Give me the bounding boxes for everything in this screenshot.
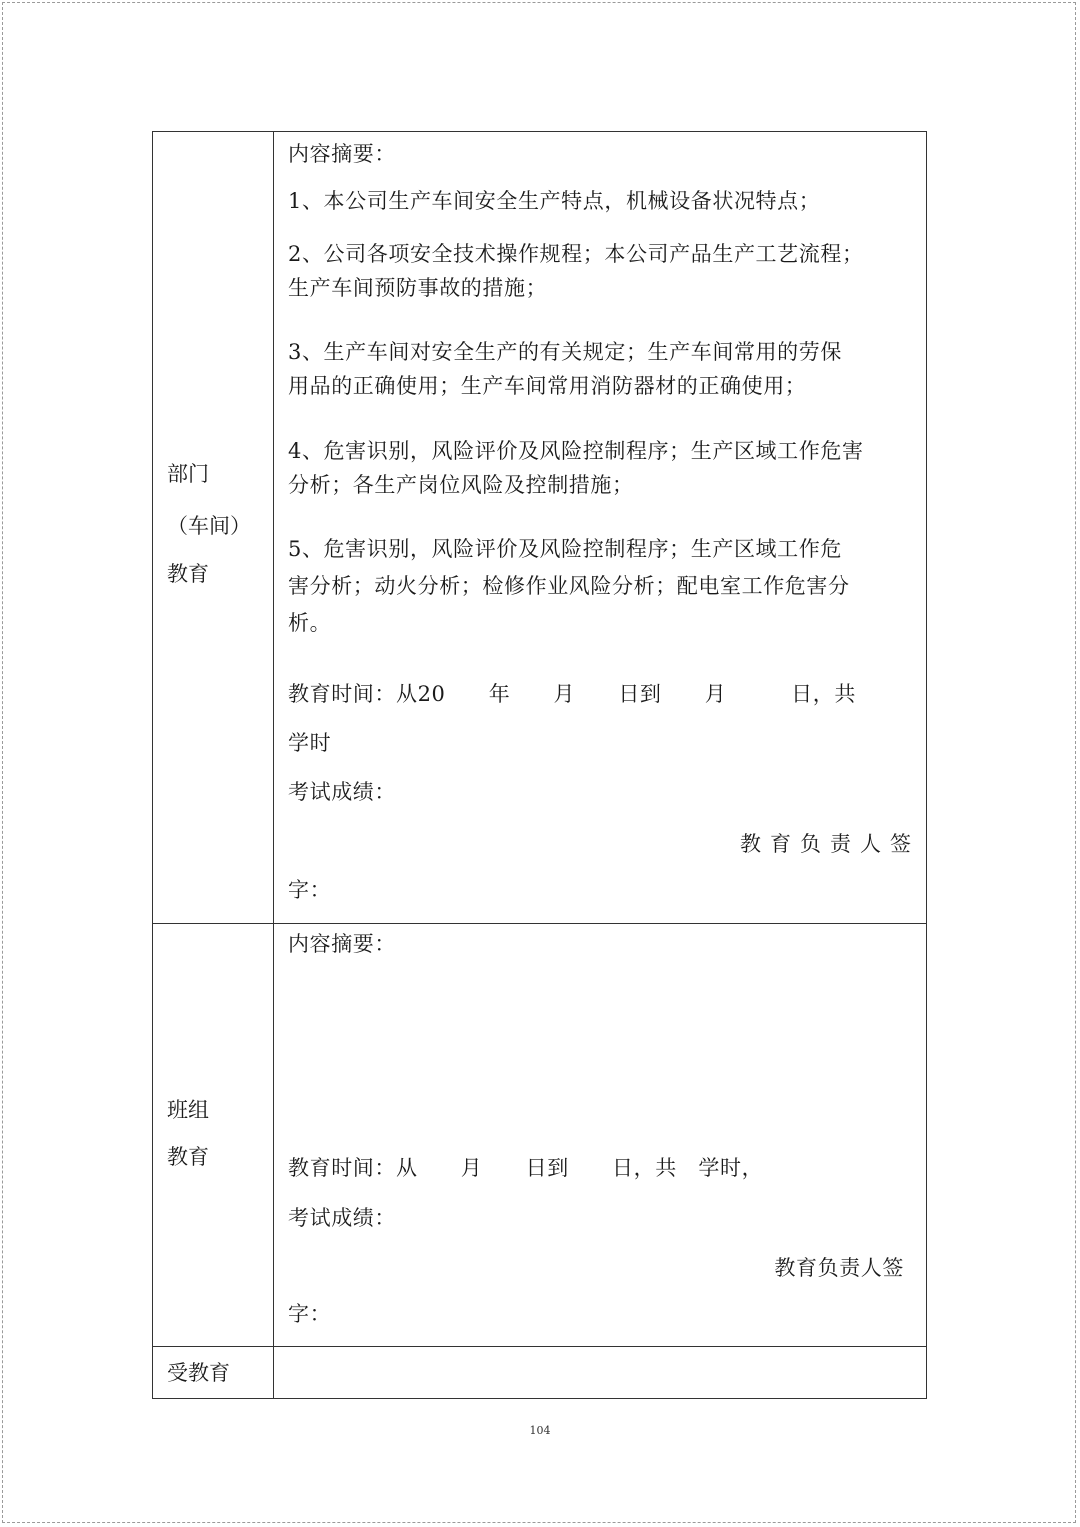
team-signature-label-cont: 字： xyxy=(288,1302,332,1326)
dept-item-4-line2: 分析；各生产岗位风险及控制措施； xyxy=(288,473,634,497)
content-cell-trainee xyxy=(274,1347,927,1399)
team-signature-label: 教育负责人签 xyxy=(774,1256,904,1280)
education-record-table xyxy=(152,131,927,1399)
table-row-department xyxy=(153,132,927,924)
team-label-line1: 班组 xyxy=(167,1098,209,1122)
page-number: 104 xyxy=(529,1424,551,1437)
dept-education-hours: 学时 xyxy=(288,731,332,755)
dept-item-3-line1: 3、生产车间对安全生产的有关规定；生产车间常用的劳保 xyxy=(288,340,842,364)
dept-item-5-line2: 害分析；动火分析；检修作业风险分析；配电室工作危害分 xyxy=(288,574,850,598)
team-education-time: 教育时间：从 月 日到 日，共 学时， xyxy=(288,1156,764,1180)
dept-summary-title: 内容摘要： xyxy=(288,142,396,166)
dept-item-4-line1: 4、危害识别，风险评价及风险控制程序；生产区域工作危害 xyxy=(288,439,864,463)
dept-item-3-line2: 用品的正确使用；生产车间常用消防器材的正确使用； xyxy=(288,374,807,398)
table-row-trainee xyxy=(153,1347,927,1399)
dept-education-time: 教育时间：从20 年 月 日到 月 日，共 xyxy=(288,682,856,706)
label-cell-team xyxy=(153,924,274,1347)
dept-item-5-line3: 析。 xyxy=(288,611,332,635)
content-cell-department xyxy=(274,132,927,924)
dept-label-line2: （车间） xyxy=(167,514,251,538)
dept-signature-label: 教育负责人签 xyxy=(740,832,920,856)
dept-item-1: 1、本公司生产车间安全生产特点，机械设备状况特点； xyxy=(288,189,821,213)
dept-label-line1: 部门 xyxy=(167,462,209,486)
team-label-line2: 教育 xyxy=(167,1145,209,1169)
dept-item-5-line1: 5、危害识别，风险评价及风险控制程序；生产区域工作危 xyxy=(288,537,842,561)
dept-item-2-line1: 2、公司各项安全技术操作规程；本公司产品生产工艺流程； xyxy=(288,242,864,266)
table-row-team xyxy=(153,924,927,1347)
dept-label-line3: 教育 xyxy=(167,562,209,586)
dept-exam-score: 考试成绩： xyxy=(288,780,396,804)
label-cell-trainee xyxy=(153,1347,274,1399)
dept-signature-label-cont: 字： xyxy=(288,878,332,902)
team-exam-score: 考试成绩： xyxy=(288,1206,396,1230)
trainee-label: 受教育 xyxy=(167,1361,230,1385)
dept-item-2-line2: 生产车间预防事故的措施； xyxy=(288,276,548,300)
team-summary-title: 内容摘要： xyxy=(288,932,396,956)
content-cell-team xyxy=(274,924,927,1347)
label-cell-department xyxy=(153,132,274,924)
